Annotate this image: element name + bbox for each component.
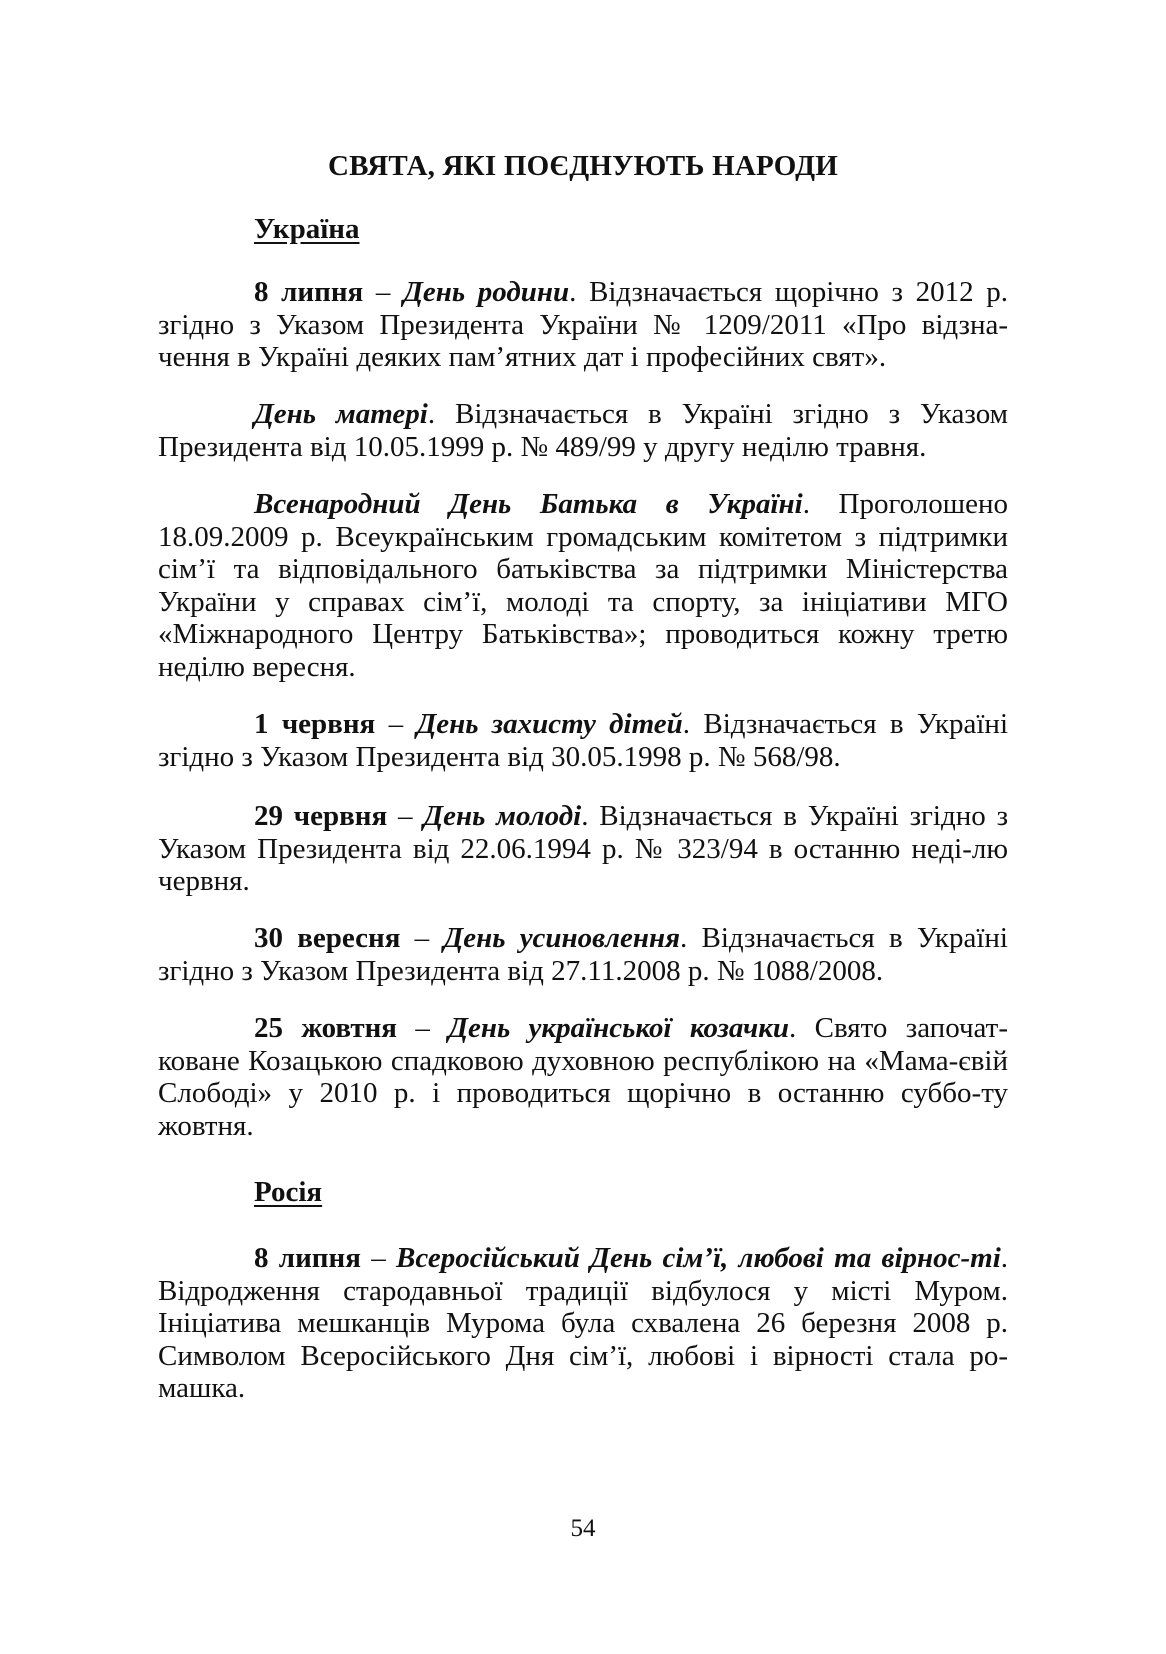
paragraph-russian-family-day	[158, 1242, 1008, 1405]
date-label: 25 жовтня	[254, 1012, 397, 1044]
paragraph-text: коване Козацькою спадковою духовною республікою на «Мама-	[158, 1044, 959, 1077]
holiday-name: Всеросійський День сім’ї, любові та вірнос-	[396, 1242, 971, 1274]
dash: –	[414, 922, 430, 954]
paragraph-text: чення в Україні деяких пам’ятних дат і професійних свят».	[158, 341, 887, 373]
holiday-name: День молоді	[423, 800, 582, 832]
dash: –	[388, 708, 404, 740]
paragraph-text: згідно з Указом Президента України № 1209/2011 «Про відзна-	[158, 308, 1008, 341]
paragraph-text: . Відзначається в Україні згідно	[581, 800, 986, 832]
paragraph-fathers-day	[158, 488, 1008, 683]
paragraph-text: . Відзначається в Україні	[680, 922, 1008, 954]
paragraph-text: євій Слободі» у 2010 р. і проводиться щорічно в останню суббо-	[158, 1044, 1008, 1109]
paragraph-text: «Міжнародного Центру Батьківства»; проводиться кожну третю	[158, 618, 1008, 650]
section-heading-russia: Росія	[254, 1176, 323, 1208]
date-label: 30 вересня	[254, 922, 401, 954]
paragraph-text: Президента від 10.05.1999 р. № 489/99 у другу неділю травня.	[158, 430, 927, 463]
paragraph-text: 18.09.2009 р. Всеукраїнським громадським комітетом з підтримки	[158, 520, 1008, 553]
paragraph-youth-day	[158, 800, 1008, 898]
paragraph-children-day	[158, 708, 1008, 773]
holiday-name: Всенародний День Батька в Україні	[254, 488, 803, 520]
paragraph-text: . Відзначається в Україні згідно з Указом	[427, 398, 1008, 430]
date-label: 1 червня	[254, 708, 376, 740]
holiday-name-continued: ті	[970, 1242, 1001, 1274]
dash: –	[398, 800, 413, 832]
holiday-name: День захисту дітей	[416, 708, 683, 740]
holiday-name: День матері	[254, 398, 428, 430]
paragraph-text: . Відродження стародавньої традиції відбулося у місті Муром.	[158, 1242, 1009, 1307]
paragraph-text: України у справах сім’ї, молоді та спорту, за ініціативи МГО	[158, 585, 1008, 618]
page-number: 54	[570, 1515, 596, 1542]
dash: –	[375, 276, 391, 308]
paragraph-text: . Відзначається щорічно з 2012 р.	[569, 276, 1009, 308]
date-label: 8 липня	[254, 276, 364, 308]
paragraph-text: з Указом Президента від 22.06.1994 р. № 323/94 в останню неді-	[158, 800, 1009, 865]
holiday-name: День української козачки	[448, 1012, 790, 1044]
paragraph-text: . Свято започат-	[789, 1012, 1008, 1044]
holiday-name: День родини	[403, 276, 570, 308]
paragraph-text: Символом Всеросійського Дня сім’ї, любові і вірності стала ро-	[158, 1339, 1008, 1372]
paragraph-text: . Відзначається в Україні	[682, 708, 1009, 740]
page-title: СВЯТА, ЯКІ ПОЄДНУЮТЬ НАРОДИ	[328, 150, 838, 182]
paragraph-cossack-woman-day	[158, 1012, 1008, 1142]
paragraph-text: неділю вересня.	[158, 650, 356, 683]
section-heading-ukraine: Україна	[254, 213, 360, 245]
paragraph-text: сім’ї та відповідального батьківства за підтримки Міністерства	[158, 553, 1008, 585]
paragraph-text: Ініціатива мешканців Мурома була схвалена 26 березня 2008 р.	[158, 1307, 1008, 1339]
paragraph-text: лю червня.	[158, 832, 1008, 897]
holiday-name: День усиновлення	[443, 922, 681, 954]
paragraph-text: машка.	[158, 1372, 246, 1404]
paragraph-adoption-day	[158, 922, 1008, 987]
paragraph-text: згідно з Указом Президента від 27.11.2008 р. № 1088/2008.	[158, 954, 884, 987]
paragraph-text: згідно з Указом Президента від 30.05.1998 р. № 568/98.	[158, 740, 841, 773]
dash: –	[371, 1242, 386, 1274]
paragraph-text: . Проголошено	[802, 488, 1008, 520]
paragraph-text: ту жовтня.	[158, 1077, 1008, 1142]
date-label: 8 липня	[254, 1242, 361, 1274]
date-label: 29 червня	[254, 800, 388, 832]
dash: –	[415, 1012, 430, 1044]
paragraph-mothers-day	[158, 398, 1008, 463]
paragraph-family-day	[158, 276, 1008, 374]
